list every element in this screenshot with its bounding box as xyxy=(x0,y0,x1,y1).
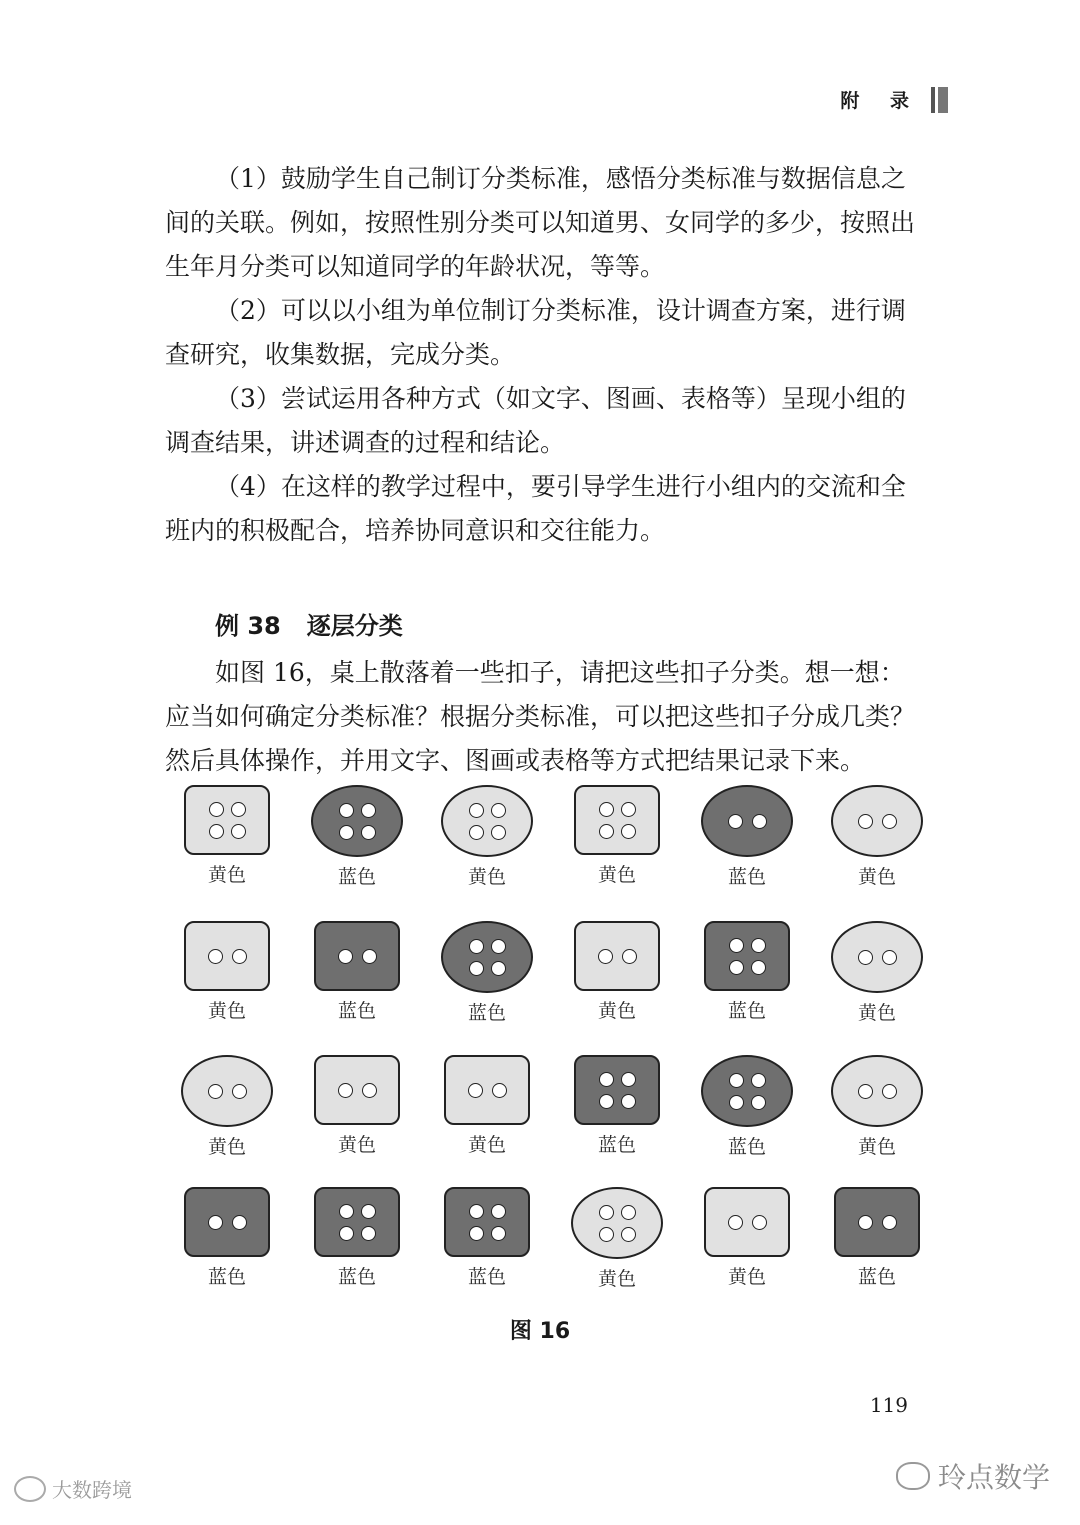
header-bar-thick xyxy=(938,87,948,113)
button-color-label: 蓝色 xyxy=(727,866,766,888)
button-color-label: 黄色 xyxy=(597,1000,636,1022)
button-item xyxy=(552,921,682,1055)
button-item xyxy=(162,1055,292,1187)
button-color-label: 蓝色 xyxy=(337,866,376,888)
button-hole xyxy=(858,1084,873,1099)
button-item xyxy=(292,785,422,921)
button-color-label: 黄色 xyxy=(597,1268,636,1290)
button-hole xyxy=(882,950,897,965)
button-hole xyxy=(599,1094,614,1109)
button-hole xyxy=(598,949,613,964)
button-item xyxy=(422,1055,552,1187)
button-item xyxy=(812,921,942,1055)
button-hole xyxy=(728,814,743,829)
button-hole xyxy=(882,1215,897,1230)
button-hole xyxy=(599,824,614,839)
button-item xyxy=(292,921,422,1055)
button-hole xyxy=(621,1227,636,1242)
example-text-block xyxy=(165,651,917,783)
button-item xyxy=(812,1055,942,1187)
blue-square-button-4-holes xyxy=(704,921,790,991)
blue-oval-button-2-holes xyxy=(701,785,793,857)
button-color-label: 蓝色 xyxy=(727,1136,766,1158)
yellow-oval-button-4-holes xyxy=(571,1187,663,1259)
yellow-square-button-4-holes xyxy=(574,785,660,855)
example-title: 逐层分类 xyxy=(306,612,403,640)
button-hole xyxy=(729,938,744,953)
button-hole xyxy=(729,960,744,975)
button-hole xyxy=(362,949,377,964)
button-color-label: 蓝色 xyxy=(467,1266,506,1288)
button-item xyxy=(812,1187,942,1307)
button-hole xyxy=(208,949,223,964)
header-bar-thin xyxy=(931,87,935,113)
button-color-label: 黄色 xyxy=(207,1000,246,1022)
blue-oval-button-4-holes xyxy=(311,785,403,857)
blue-square-button-4-holes xyxy=(574,1055,660,1125)
yellow-square-button-2-holes xyxy=(184,921,270,991)
button-item xyxy=(552,1187,682,1307)
button-hole xyxy=(621,1072,636,1087)
button-hole xyxy=(232,1084,247,1099)
figure-caption: 图 16 xyxy=(509,1319,571,1344)
blue-square-button-4-holes xyxy=(314,1187,400,1257)
button-color-label: 黄色 xyxy=(857,1002,896,1024)
paragraph-1: （1）鼓励学生自己制订分类标准，感悟分类标准与数据信息之间的关联。例如，按照性别分类可以知道男、女同学的多少，按照出生年月分类可以知道同学的年龄状况，等等。 xyxy=(165,164,916,281)
button-hole xyxy=(338,949,353,964)
button-hole xyxy=(492,1083,507,1098)
button-item xyxy=(422,921,552,1055)
button-hole xyxy=(491,825,506,840)
running-header xyxy=(840,86,948,113)
button-color-label: 蓝色 xyxy=(467,1002,506,1024)
button-hole xyxy=(751,938,766,953)
button-color-label: 蓝色 xyxy=(857,1266,896,1288)
header-bar-ornament xyxy=(931,87,948,113)
button-item xyxy=(682,921,812,1055)
button-item xyxy=(292,1055,422,1187)
button-item xyxy=(422,785,552,921)
button-hole xyxy=(752,1215,767,1230)
yellow-square-button-2-holes xyxy=(314,1055,400,1125)
button-item xyxy=(552,1055,682,1187)
button-hole xyxy=(339,1204,354,1219)
paragraph-3: （3）尝试运用各种方式（如文字、图画、表格等）呈现小组的调查结果，讲述调查的过程和结论。 xyxy=(165,384,906,457)
button-hole xyxy=(361,1204,376,1219)
button-color-label: 蓝色 xyxy=(337,1266,376,1288)
button-hole xyxy=(622,949,637,964)
yellow-oval-button-2-holes xyxy=(831,785,923,857)
button-hole xyxy=(858,950,873,965)
body-paragraphs xyxy=(165,157,917,553)
button-hole xyxy=(621,802,636,817)
blue-oval-button-4-holes xyxy=(441,921,533,993)
button-hole xyxy=(232,1215,247,1230)
button-hole xyxy=(361,803,376,818)
button-figure xyxy=(162,785,942,1307)
button-color-label: 黄色 xyxy=(857,1136,896,1158)
button-item xyxy=(422,1187,552,1307)
button-hole xyxy=(469,961,484,976)
button-color-label: 蓝色 xyxy=(727,1000,766,1022)
yellow-square-button-4-holes xyxy=(184,785,270,855)
button-color-label: 蓝色 xyxy=(207,1266,246,1288)
button-hole xyxy=(469,825,484,840)
button-hole xyxy=(858,814,873,829)
yellow-square-button-2-holes xyxy=(574,921,660,991)
blue-oval-button-4-holes xyxy=(701,1055,793,1127)
button-hole xyxy=(338,1083,353,1098)
button-hole xyxy=(751,1095,766,1110)
button-hole xyxy=(599,1205,614,1220)
button-hole xyxy=(491,961,506,976)
button-hole xyxy=(339,803,354,818)
button-color-label: 黄色 xyxy=(207,1136,246,1158)
button-item xyxy=(682,785,812,921)
button-hole xyxy=(621,1205,636,1220)
yellow-oval-button-2-holes xyxy=(831,1055,923,1127)
blue-square-button-2-holes xyxy=(834,1187,920,1257)
yellow-oval-button-2-holes xyxy=(181,1055,273,1127)
page-number: 119 xyxy=(869,1393,908,1417)
button-color-label: 黄色 xyxy=(597,864,636,886)
button-hole xyxy=(599,802,614,817)
blue-square-button-2-holes xyxy=(184,1187,270,1257)
button-hole xyxy=(751,960,766,975)
button-color-label: 蓝色 xyxy=(337,1000,376,1022)
button-hole xyxy=(469,803,484,818)
button-item xyxy=(162,921,292,1055)
button-hole xyxy=(231,824,246,839)
button-color-label: 黄色 xyxy=(337,1134,376,1156)
button-item xyxy=(682,1055,812,1187)
button-hole xyxy=(209,802,224,817)
button-hole xyxy=(751,1073,766,1088)
button-color-label: 黄色 xyxy=(727,1266,766,1288)
button-hole xyxy=(491,803,506,818)
yellow-oval-button-2-holes xyxy=(831,921,923,993)
button-hole xyxy=(621,824,636,839)
button-hole xyxy=(468,1083,483,1098)
button-hole xyxy=(728,1215,743,1230)
button-hole xyxy=(752,814,767,829)
button-hole xyxy=(858,1215,873,1230)
watermark-right-text: 玲点数学 xyxy=(937,1461,1050,1494)
button-hole xyxy=(339,1226,354,1241)
button-hole xyxy=(882,814,897,829)
wechat-icon xyxy=(896,1462,930,1490)
button-item xyxy=(812,785,942,921)
blue-square-button-2-holes xyxy=(314,921,400,991)
button-hole xyxy=(231,802,246,817)
button-color-label: 黄色 xyxy=(207,864,246,886)
watermark-left xyxy=(14,1474,132,1503)
header-title: 附 录 xyxy=(840,90,921,112)
blue-square-button-4-holes xyxy=(444,1187,530,1257)
paragraph-2: （2）可以以小组为单位制订分类标准，设计调查方案，进行调查研究，收集数据，完成分类。 xyxy=(165,296,906,369)
button-hole xyxy=(599,1227,614,1242)
button-hole xyxy=(469,939,484,954)
button-hole xyxy=(882,1084,897,1099)
button-hole xyxy=(362,1083,377,1098)
button-hole xyxy=(208,1084,223,1099)
button-hole xyxy=(729,1095,744,1110)
button-color-label: 黄色 xyxy=(467,1134,506,1156)
button-hole xyxy=(361,825,376,840)
yellow-square-button-2-holes xyxy=(444,1055,530,1125)
button-hole xyxy=(599,1072,614,1087)
button-color-label: 黄色 xyxy=(467,866,506,888)
button-hole xyxy=(491,1204,506,1219)
button-hole xyxy=(232,949,247,964)
button-hole xyxy=(621,1094,636,1109)
button-item xyxy=(292,1187,422,1307)
watermark-right xyxy=(896,1456,1050,1496)
watermark-logo-icon xyxy=(14,1476,46,1502)
button-color-label: 黄色 xyxy=(857,866,896,888)
example-number: 例 38 xyxy=(215,612,281,640)
button-hole xyxy=(361,1226,376,1241)
yellow-oval-button-4-holes xyxy=(441,785,533,857)
button-hole xyxy=(469,1204,484,1219)
button-color-label: 蓝色 xyxy=(597,1134,636,1156)
button-hole xyxy=(491,1226,506,1241)
button-item xyxy=(162,785,292,921)
example-heading xyxy=(215,606,403,641)
button-hole xyxy=(209,824,224,839)
example-text: 如图 16，桌上散落着一些扣子，请把这些扣子分类。想一想：应当如何确定分类标准？根据分类标准，可以把这些扣子分成几类？然后具体操作，并用文字、图画或表格等方式把结果记录下来。 xyxy=(165,658,916,775)
watermark-left-text: 大数跨境 xyxy=(52,1478,132,1502)
button-hole xyxy=(729,1073,744,1088)
button-item xyxy=(552,785,682,921)
button-hole xyxy=(491,939,506,954)
yellow-square-button-2-holes xyxy=(704,1187,790,1257)
paragraph-4: （4）在这样的教学过程中，要引导学生进行小组内的交流和全班内的积极配合，培养协同意识和交往能力。 xyxy=(165,472,906,545)
button-hole xyxy=(469,1226,484,1241)
button-item xyxy=(162,1187,292,1307)
button-item xyxy=(682,1187,812,1307)
button-hole xyxy=(339,825,354,840)
button-hole xyxy=(208,1215,223,1230)
